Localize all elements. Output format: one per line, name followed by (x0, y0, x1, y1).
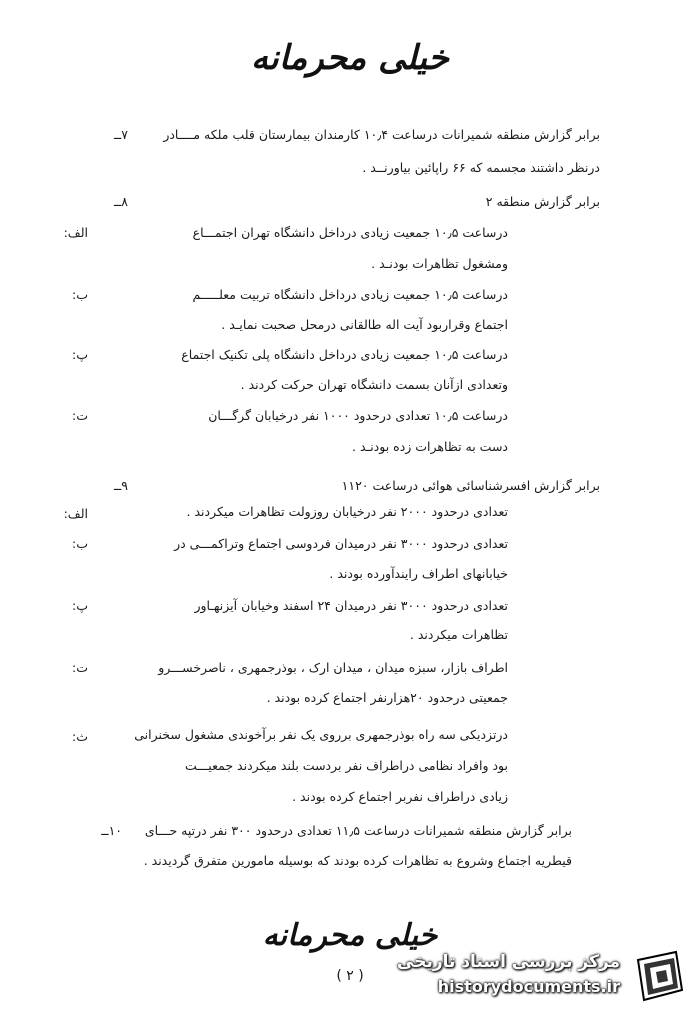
item-line: درساعت ۱۰٫۵ جمعیت زیادی درداخل دانشگاه تهران اجتمـــاع (192, 225, 508, 240)
section-line: برابر گزارش منطقه شمیرانات درساعت ۱۰٫۴ کارمندان بیمارستان قلب ملکه مــــادر (163, 127, 600, 142)
section-line: برابر گزارش منطقه ۲ (485, 194, 600, 209)
item-line: وتعدادی ازآنان بسمت دانشگاه تهران حرکت کردند . (240, 377, 508, 392)
item-label: ت: (72, 660, 88, 675)
item-label: الف: (63, 506, 88, 521)
watermark (397, 946, 698, 1006)
item-line: دست به تظاهرات زده بودنـد . (352, 439, 508, 454)
item-line: تعدادی درحدود ۳۰۰۰ نفر درمیدان فردوسی اجتماع وتراکمـــی در (174, 536, 508, 551)
item-line: درساعت ۱۰٫۵ تعدادی درحدود ۱۰۰۰ نفر درخیابان گرگـــان (208, 408, 508, 423)
section-line: قیطریه اجتماع وشروع به تظاهرات کرده بودند که بوسیله مامورین متفرق گردیدند . (143, 853, 572, 868)
section-number: ۷ــ (113, 127, 128, 142)
item-line: درساعت ۱۰٫۵ جمعیت زیادی درداخل دانشگاه پلی تکنیک اجتماع (181, 347, 508, 362)
item-line: ومشغول تظاهرات بودنـد . (371, 256, 508, 271)
document-logo-icon (630, 950, 690, 1004)
item-label: پ: (72, 598, 88, 613)
item-label: ب: (72, 287, 88, 302)
item-line: زیادی دراطراف نفربر اجتماع کرده بودند . (292, 789, 508, 804)
item-label: الف: (63, 225, 88, 240)
item-line: خیابانهای اطراف رایندآورده بودند . (329, 566, 508, 581)
classification-footer: خیلی محرمانه (262, 918, 438, 953)
watermark-org-name: مرکز بررسی اسناد تاریخی (397, 952, 620, 972)
watermark-site: historydocuments.ir (437, 977, 620, 996)
section-line: درنظر داشتند مجسمه که ۶۶ راپائین بیاورنــد . (362, 160, 600, 175)
section-line: برابر گزارش منطقه شمیرانات درساعت ۱۱٫۵ تعدادی درحدود ۳۰۰ نفر درتپه حـــای (144, 823, 572, 838)
section-number: ۹ــ (113, 478, 128, 493)
section-line: برابر گزارش افسرشناسائی هوائی درساعت ۱۱۲۰ (341, 478, 600, 493)
item-line: بود وافراد نظامی دراطراف نفر بردست بلند میکردند جمعیـــت (185, 758, 508, 773)
item-line: تعدادی درحدود ۲۰۰۰ نفر درخیابان روزولت تظاهرات میکردند . (186, 504, 508, 519)
item-label: پ: (72, 347, 88, 362)
item-line: جمعیتی درحدود ۲۰هزارنفر اجتماع کرده بودند . (266, 690, 508, 705)
section-number: ۱۰ــ (101, 823, 122, 838)
item-label: ب: (72, 536, 88, 551)
item-line: درتزدیکی سه راه بوذرجمهری برروی یک نفر برآخوندی مشغول سخنرانی (134, 727, 508, 742)
page-number: ( ۲ ) (336, 968, 364, 984)
item-line: تظاهرات میکردند . (409, 627, 508, 642)
item-label: ت: (72, 408, 88, 423)
section-number: ۸ــ (113, 194, 128, 209)
item-line: درساعت ۱۰٫۵ جمعیت زیادی درداخل دانشگاه تربیت معلـــــم (192, 287, 508, 302)
item-line: اجتماع وقراربود آیت اله طالقانی درمحل صحبت نمایـد . (221, 317, 508, 332)
item-line: اطراف بازار، سبزه میدان ، میدان ارک ، بوذرجمهری ، ناصرخســـرو (158, 660, 508, 675)
classification-header: خیلی محرمانه (251, 38, 449, 78)
item-line: تعدادی درحدود ۳۰۰۰ نفر درمیدان ۲۴ اسفند وخیابان آیزنهـاور (194, 598, 508, 613)
item-label: ث: (72, 729, 88, 744)
